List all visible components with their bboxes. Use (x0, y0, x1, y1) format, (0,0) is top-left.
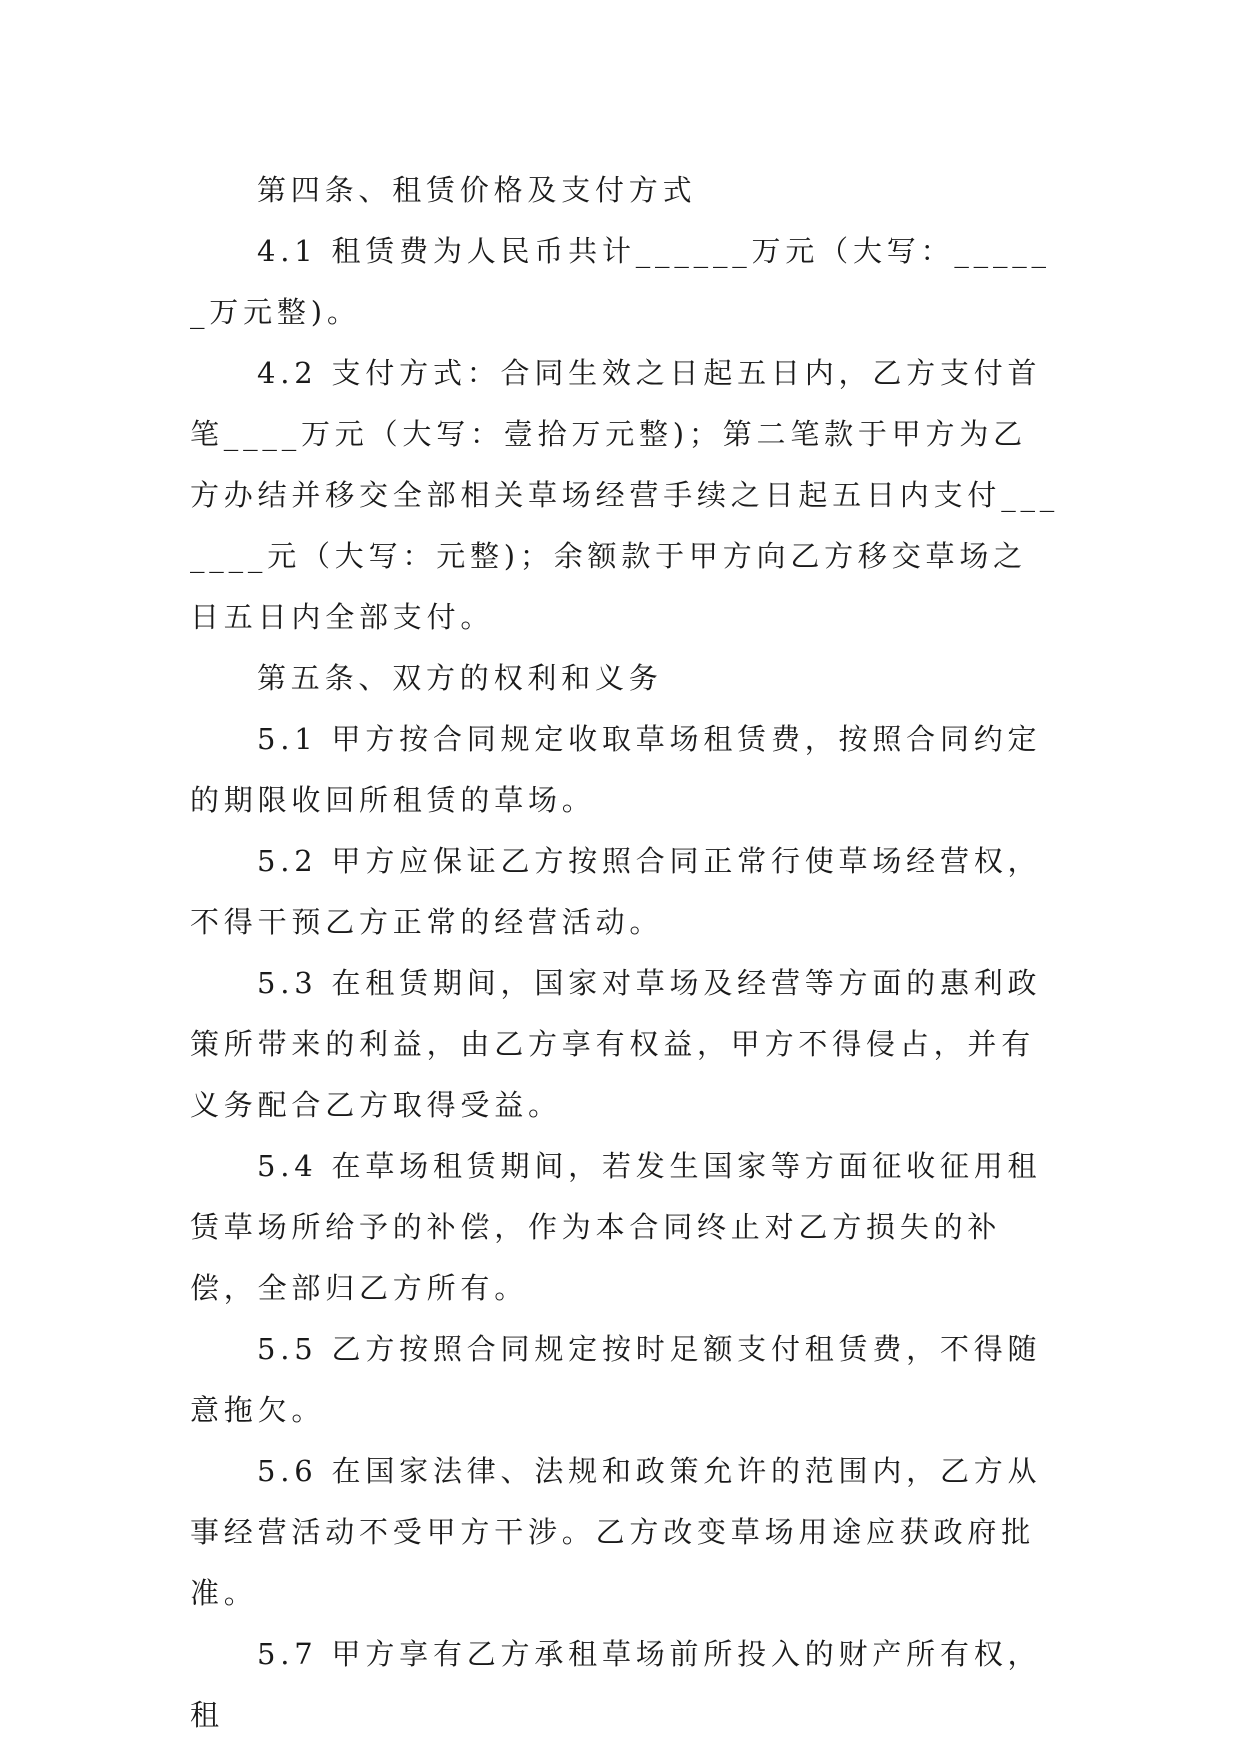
clause-5-1: 5.1 甲方按合同规定收取草场租赁费，按照合同约定的期限收回所租赁的草场。 (190, 722, 1042, 817)
clause-4-1: 4.1 租赁费为人民币共计______万元（大写：______万元整)。 (190, 234, 1051, 329)
article-4-heading: 第四条、租赁价格及支付方式 (257, 173, 697, 207)
clause-5-4: 5.4 在草场租赁期间，若发生国家等方面征收征用租赁草场所给予的补偿，作为本合同终止对乙方损失的补偿，全部归乙方所有。 (190, 1149, 1042, 1305)
clause-5-3: 5.3 在租赁期间，国家对草场及经营等方面的惠利政策所带来的利益，由乙方享有权益，甲方不得侵占，并有义务配合乙方取得受益。 (190, 966, 1042, 1122)
clause-5-6: 5.6 在国家法律、法规和政策允许的范围内，乙方从事经营活动不受甲方干涉。乙方改变草场用途应获政府批准。 (190, 1454, 1042, 1610)
clause-5-5: 5.5 乙方按照合同规定按时足额支付租赁费，不得随意拖欠。 (190, 1332, 1042, 1427)
article-5-heading: 第五条、双方的权利和义务 (257, 661, 663, 695)
clause-5-7: 5.7 甲方享有乙方承租草场前所投入的财产所有权，租 (190, 1637, 1042, 1732)
clause-4-2: 4.2 支付方式：合同生效之日起五日内，乙方支付首笔____万元（大写：壹拾万元整)；第二笔款于甲方为乙方办结并移交全部相关草场经营手续之日起五日内支付_______元（大写：元整)；余额款于甲方向乙方移交草场之日五日内全部支付。 (190, 356, 1060, 634)
clause-5-2: 5.2 甲方应保证乙方按照合同正常行使草场经营权，不得干预乙方正常的经营活动。 (190, 844, 1042, 939)
document-page (190, 160, 1060, 1746)
